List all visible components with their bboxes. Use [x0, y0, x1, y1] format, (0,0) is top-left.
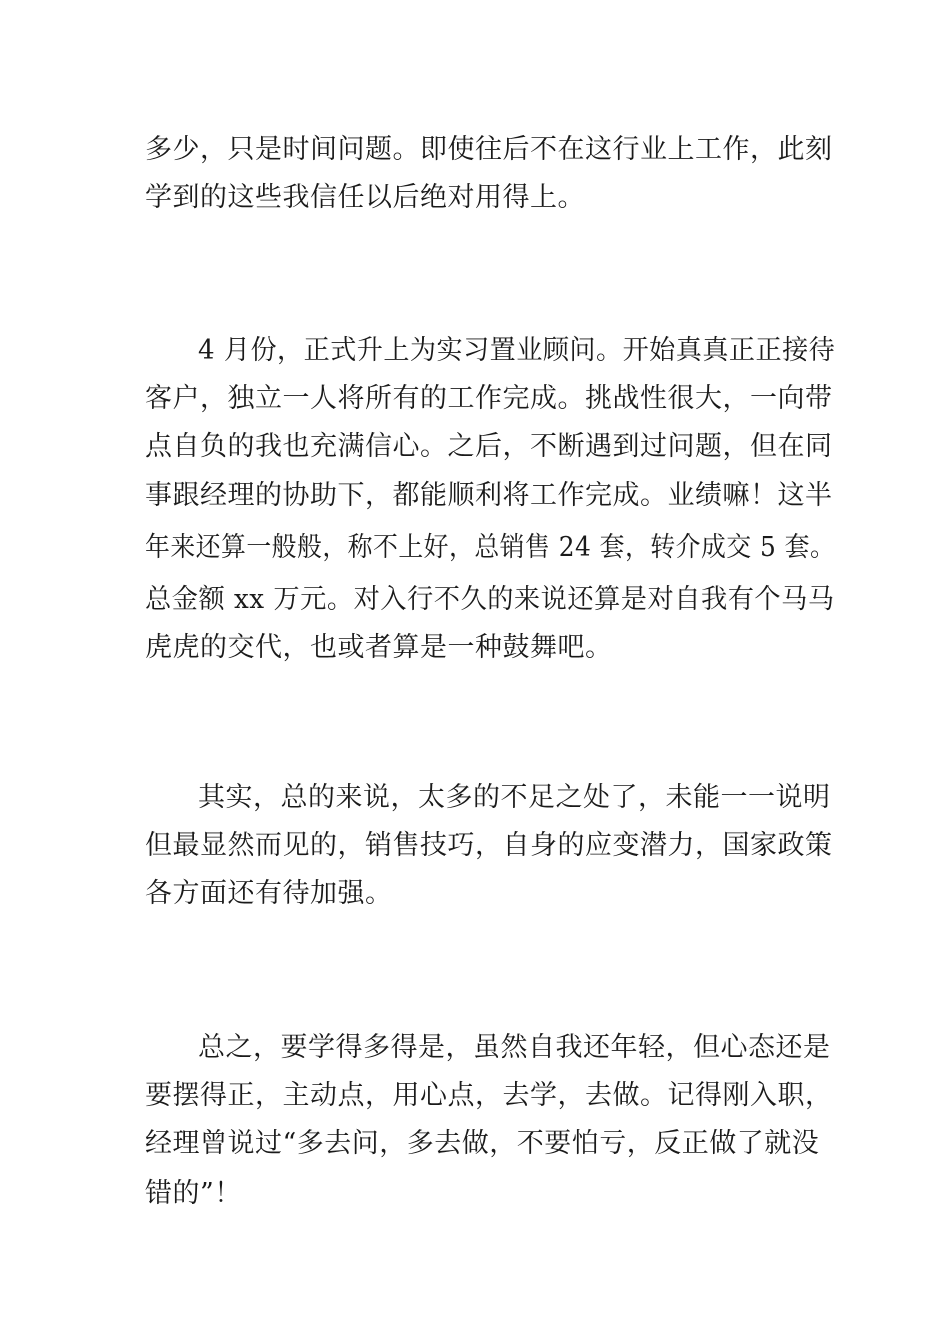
text-line: 总金额 xx 万元。对入行不久的来说还算是对自我有个马马 — [145, 584, 835, 615]
text-line: 总之，要学得多得是，虽然自我还年轻，但心态还是 — [198, 1032, 831, 1063]
text-line: 要摆得正，主动点，用心点，去学，去做。记得刚入职， — [145, 1080, 833, 1111]
text-line: 其实，总的来说，太多的不足之处了，未能一一说明 — [198, 782, 831, 813]
text-line: 经理曾说过“多去问，多去做，不要怕亏，反正做了就没 — [145, 1128, 820, 1159]
text-line: 客户，独立一人将所有的工作完成。挑战性很大，一向带 — [145, 383, 833, 414]
text-line: 学到的这些我信任以后绝对用得上。 — [145, 182, 585, 213]
text-line: 事跟经理的协助下，都能顺利将工作完成。业绩嘛！这半 — [145, 480, 833, 511]
text-line: 但最显然而见的，销售技巧，自身的应变潜力，国家政策 — [145, 830, 833, 861]
text-line: 虎虎的交代，也或者算是一种鼓舞吧。 — [145, 632, 613, 663]
text-line: 4 月份，正式升上为实习置业顾问。开始真真正正接待 — [198, 335, 836, 366]
text-line: 错的”！ — [145, 1178, 242, 1209]
text-line: 各方面还有待加强。 — [145, 878, 393, 909]
text-line: 点自负的我也充满信心。之后，不断遇到过问题，但在同 — [145, 431, 833, 462]
text-line: 年来还算一般般，称不上好，总销售 24 套，转介成交 5 套。 — [145, 532, 836, 563]
text-line: 多少，只是时间问题。即使往后不在这行业上工作，此刻 — [145, 134, 833, 165]
